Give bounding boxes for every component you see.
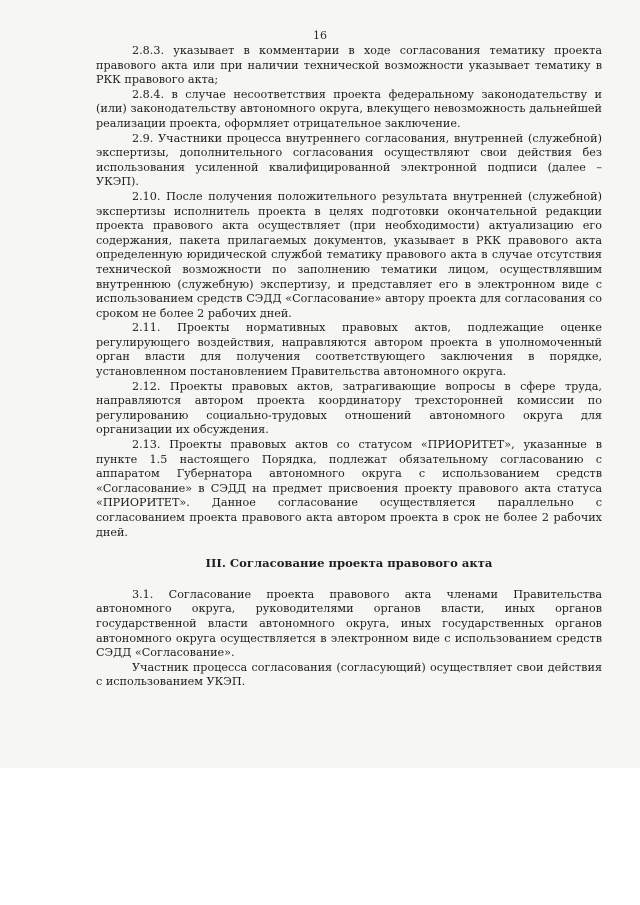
page-number: 16: [313, 29, 327, 42]
paragraph-2-8-3: 2.8.3. указывает в комментарии в ходе согласования тематику проекта правового акта или при наличии технической возможности указывает тематику в РКК правового акта;: [96, 44, 602, 87]
paragraph-2-13: 2.13. Проекты правовых актов со статусом «ПРИОРИТЕТ», указанные в пункте 1.5 настоящего Порядка, подлежат обязательному согласованию с аппаратом Губернатора автономного округа с использованием средств «Согласование» в СЭДД на предмет присвоения проекту правового акта статуса «ПРИОРИТЕТ». Данное согласование осуществляется параллельно с согласованием проекта правового акта автором проекта в срок не более 2 рабочих дней.: [96, 438, 602, 539]
paragraph-2-10: 2.10. После получения положительного результата внутренней (служебной) экспертизы исполнитель проекта в целях подготовки окончательной редакции проекта правового акта осуществляет (при необходимости) актуализацию его содержания, пакета прилагаемых документов, указывает в РКК правового акта определенную юридической службой тематику правового акта в случае отсутствия технической возможности по заполнению тематики лицом, осуществлявшим внутреннюю (служебную) экспертизу, и представляет его в электронном виде с использованием средств СЭДД «Согласование» автору проекта для согласования со сроком не более 2 рабочих дней.: [96, 189, 602, 320]
paragraph-2-9: 2.9. Участники процесса внутреннего согласования, внутренней (служебной) экспертизы, дополнительного согласования осуществляют свои действия без использования усиленной квалифицированной электронной подписи (далее – УКЭП).: [96, 131, 602, 189]
paragraph-participant: Участник процесса согласования (согласующий) осуществляет свои действия с использованием УКЭП.: [96, 660, 602, 689]
paragraph-3-1: 3.1. Согласование проекта правового акта членами Правительства автономного округа, руководителями органов власти, иных органов государственной власти автономного округа, иных государственных органов автономного округа осуществляется в электронном виде с использованием средств СЭДД «Согласование».: [96, 587, 602, 660]
paragraph-2-12: 2.12. Проекты правовых актов, затрагивающие вопросы в сфере труда, направляются автором проекта координатору трехсторонней комиссии по регулированию социально-трудовых отношений автономного округа для организации их обсуждения.: [96, 379, 602, 437]
document-body: [96, 44, 602, 690]
paragraph-2-11: 2.11. Проекты нормативных правовых актов, подлежащие оценке регулирующего воздействия, направляются автором проекта в уполномоченный орган власти для получения соответствующего заключения в порядке, установленном постановлением Правительства автономного округа.: [96, 321, 602, 379]
paragraph-2-8-4: 2.8.4. в случае несоответствия проекта федеральному законодательству и (или) законодательству автономного округа, влекущего невозможность дальнейшей реализации проекта, оформляет отрицательное заключение.: [96, 87, 602, 130]
blank-margin: [0, 768, 640, 905]
section-heading: III. Согласование проекта правового акта: [205, 556, 493, 571]
